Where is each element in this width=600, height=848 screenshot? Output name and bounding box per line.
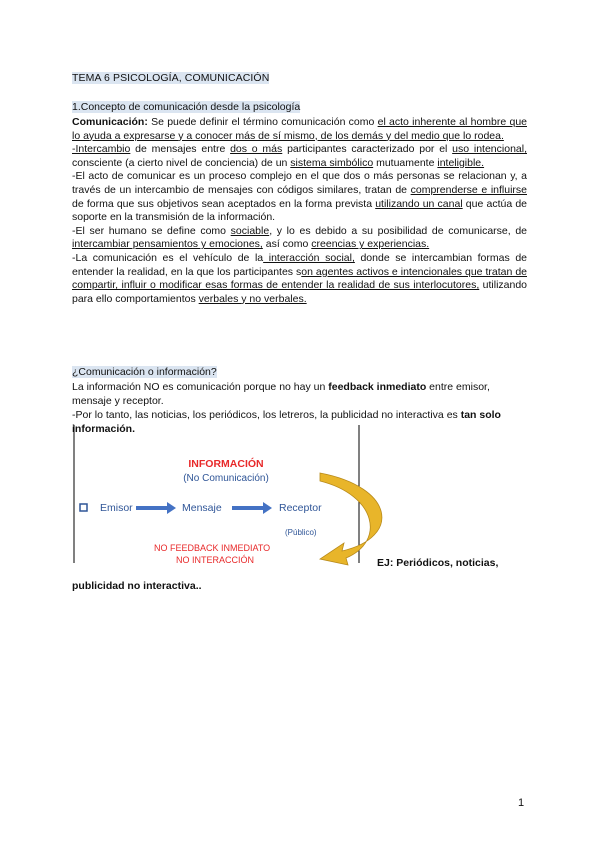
- section2-heading: ¿Comunicación o información?: [72, 366, 217, 378]
- paragraph-por-lo-tanto: -Por lo tanto, las noticias, los periódicos, los letreros, la publicidad no interactiva es tan solo información.: [72, 409, 501, 435]
- curved-return-arrow-icon: [320, 473, 382, 565]
- paragraph-intercambio: -Intercambio de mensajes entre dos o más participantes caracterizado por el uso intencional, consciente (a cierto nivel de conciencia) de un sistema simbólico mutuamente inteligible.: [72, 143, 527, 169]
- bullet-square-icon: [80, 504, 87, 511]
- label-publico: (Público): [285, 528, 317, 537]
- paragraph-no-comunicacion: La información NO es comunicación porque no hay un feedback inmediato entre emisor, mensaje y receptor.: [72, 381, 490, 407]
- page-number: 1: [518, 797, 525, 809]
- label-mensaje: Mensaje: [182, 502, 222, 514]
- arrow-head-1-icon: [167, 502, 176, 514]
- label-no-feedback: NO FEEDBACK INMEDIATO: [154, 543, 271, 553]
- example-line-1: EJ: Periódicos, noticias,: [377, 557, 499, 569]
- document-title: TEMA 6 PSICOLOGÍA, COMUNICACIÓN: [72, 72, 270, 84]
- diagram-subtitle: (No Comunicación): [183, 473, 269, 484]
- paragraph-vehiculo: -La comunicación es el vehículo de la interacción social, donde se intercambian formas de entender la realidad, en la que los participantes son agentes activos e intencionales que tratan de compartir, influir o modificar esas formas de entender la realidad de sus interlocutores, utilizando para ello comportamientos verbales y no verbales.: [72, 251, 528, 305]
- label-no-interaccion: NO INTERACCIÓN: [176, 555, 255, 565]
- label-emisor: Emisor: [100, 502, 133, 514]
- paragraph-acto: -El acto de comunicar es un proceso complejo en el que dos o más personas se relacionan y, a través de un intercambio de mensajes con códigos similares, tratan de comprenderse e influirse de forma que sus objetivos sean aceptados en la forma prevista utilizando un canal que actúa de soporte en la transmisión de la información.: [72, 170, 528, 224]
- label-receptor: Receptor: [279, 502, 322, 514]
- section1-heading: 1.Concepto de comunicación desde la psicología: [72, 101, 301, 113]
- information-diagram: [72, 425, 412, 575]
- diagram-title: INFORMACIÓN: [188, 458, 264, 470]
- arrow-head-2-icon: [263, 502, 272, 514]
- section1-body: [72, 116, 527, 306]
- example-line-2: publicidad no interactiva..: [72, 580, 202, 592]
- paragraph-ser-humano: -El ser humano se define como sociable, y lo es debido a su posibilidad de comunicarse, de intercambiar pensamientos y emociones, así como creencias y experiencias.: [72, 224, 528, 251]
- paragraph-definition: Comunicación: Se puede definir el término comunicación como el acto inherente al hombre que lo ayuda a expresarse y a conocer más de sí mismo, de los demás y del medio que lo rodea.: [72, 116, 527, 142]
